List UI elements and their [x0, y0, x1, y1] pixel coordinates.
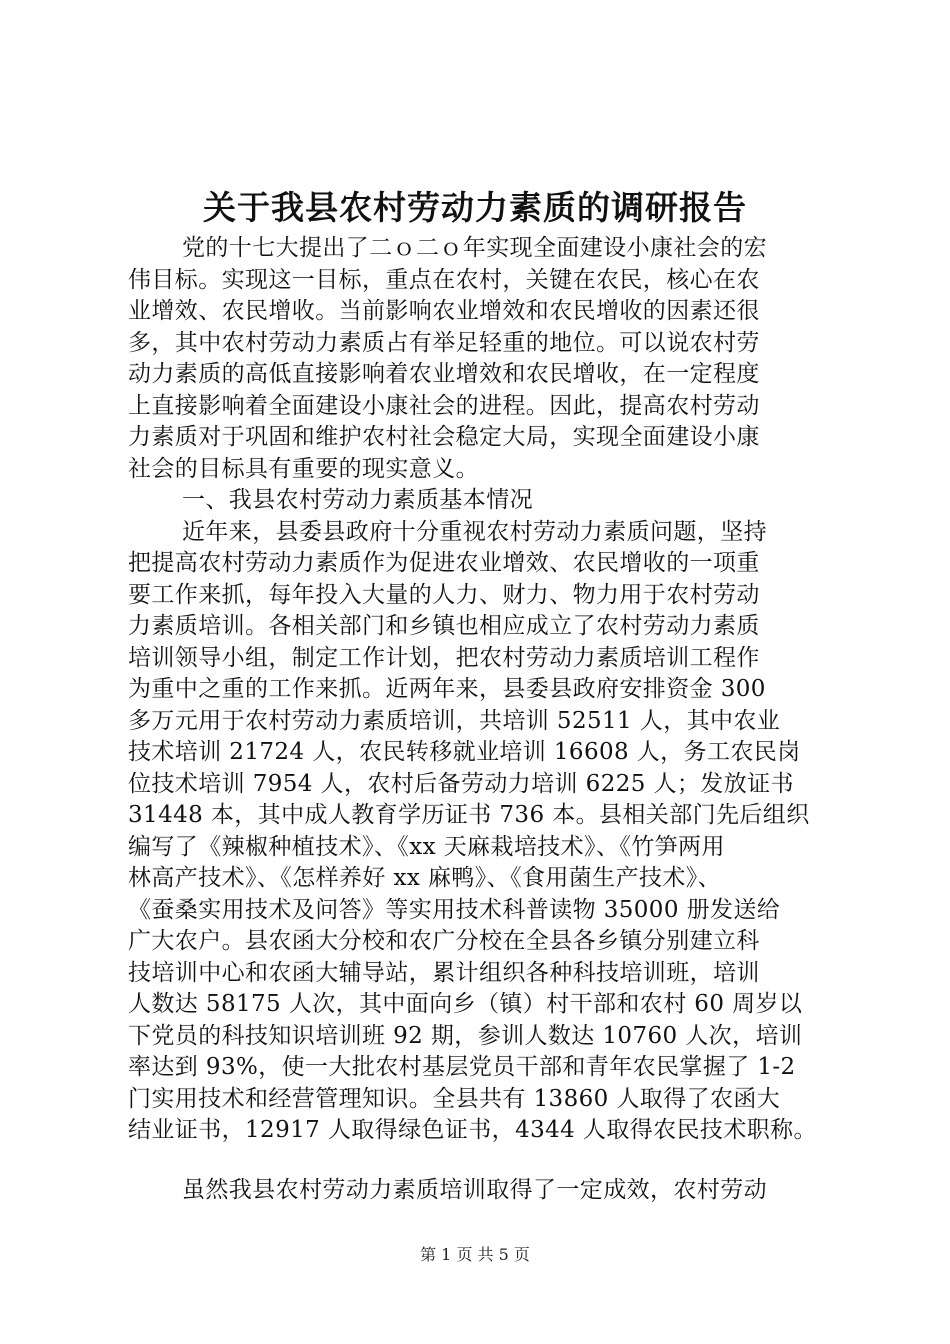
section-heading: 一、我县农村劳动力素质基本情况: [182, 487, 533, 513]
paragraph-line: 率达到 93%，使一大批农村基层党员干部和青年农民掌握了 1-2: [128, 1054, 796, 1080]
paragraph-line: 上直接影响着全面建设小康社会的进程。因此，提高农村劳动: [128, 392, 760, 419]
paragraph-line: 要工作来抓，每年投入大量的人力、财力、物力用于农村劳动: [128, 581, 760, 608]
paragraph-line: 把提高农村劳动力素质作为促进农业增效、农民增收的一项重: [128, 550, 760, 576]
paragraph-line: 为重中之重的工作来抓。近两年来，县委县政府安排资金 300: [128, 676, 766, 702]
paragraph-line: 技术培训 21724 人，农民转移就业培训 16608 人，务工农民岗: [128, 739, 801, 765]
paragraph-line: 多万元用于农村劳动力素质培训，共培训 52511 人，其中农业: [128, 707, 781, 734]
paragraph-line: 位技术培训 7954 人，农村后备劳动力培训 6225 人；发放证书: [128, 770, 794, 797]
paragraph-line: 培训领导小组，制定工作计划，把农村劳动力素质培训工程作: [128, 644, 760, 671]
page-number-footer: 第 1 页 共 5 页: [420, 1245, 530, 1264]
paragraph-line: 力素质对于巩固和维护农村社会稳定大局，实现全面建设小康: [128, 424, 760, 450]
paragraph-line: 技培训中心和农函大辅导站，累计组织各种科技培训班，培训: [128, 959, 760, 986]
paragraph-line: 伟目标。实现这一目标，重点在农村，关键在农民，核心在农: [128, 266, 760, 293]
paragraph-line: 广大农户。县农函大分校和农广分校在全县各乡镇分别建立科: [128, 928, 760, 954]
paragraph-line: 力素质培训。各相关部门和乡镇也相应成立了农村劳动力素质: [128, 613, 760, 639]
paragraph-line: 动力素质的高低直接影响着农业增效和农民增收，在一定程度: [128, 361, 760, 387]
document-title: 关于我县农村劳动力素质的调研报告: [203, 188, 747, 227]
paragraph-gap: [128, 1147, 840, 1175]
paragraph-line: 31448 本，其中成人教育学历证书 736 本。县相关部门先后组织: [128, 802, 810, 828]
paragraph-line: 林高产技术》、《怎样养好 xx 麻鸭》、《食用菌生产技术》、: [128, 865, 722, 891]
paragraph-line: 结业证书，12917 人取得绿色证书，4344 人取得农民技术职称。: [128, 1117, 817, 1143]
paragraph-line: 社会的目标具有重要的现实意义。: [128, 455, 479, 482]
paragraph-line: 虽然我县农村劳动力素质培训取得了一定成效，农村劳动: [182, 1176, 767, 1203]
paragraph-line: 《蚕桑实用技术及问答》等实用技术科普读物 35000 册发送给: [128, 896, 781, 923]
paragraph-line: 近年来，县委县政府十分重视农村劳动力素质问题，坚持: [182, 518, 767, 545]
paragraph-line: 业增效、农民增收。当前影响农业增效和农民增收的因素还很: [128, 298, 760, 324]
paragraph-line: 多，其中农村劳动力素质占有举足轻重的地位。可以说农村劳: [128, 329, 760, 356]
paragraph-line: 下党员的科技知识培训班 92 期，参训人数达 10760 人次，培训: [128, 1022, 803, 1049]
paragraph-line: 门实用技术和经营管理知识。全县共有 13860 人取得了农函大: [128, 1085, 781, 1112]
document-body: [128, 233, 840, 1206]
paragraph-line: 编写了《辣椒种植技术》、《xx 天麻栽培技术》、《竹笋两用: [128, 833, 725, 860]
paragraph-line: 党的十七大提出了二ｏ二ｏ年实现全面建设小康社会的宏: [182, 235, 767, 261]
paragraph-line: 人数达 58175 人次，其中面向乡（镇）村干部和农村 60 周岁以: [128, 991, 803, 1017]
